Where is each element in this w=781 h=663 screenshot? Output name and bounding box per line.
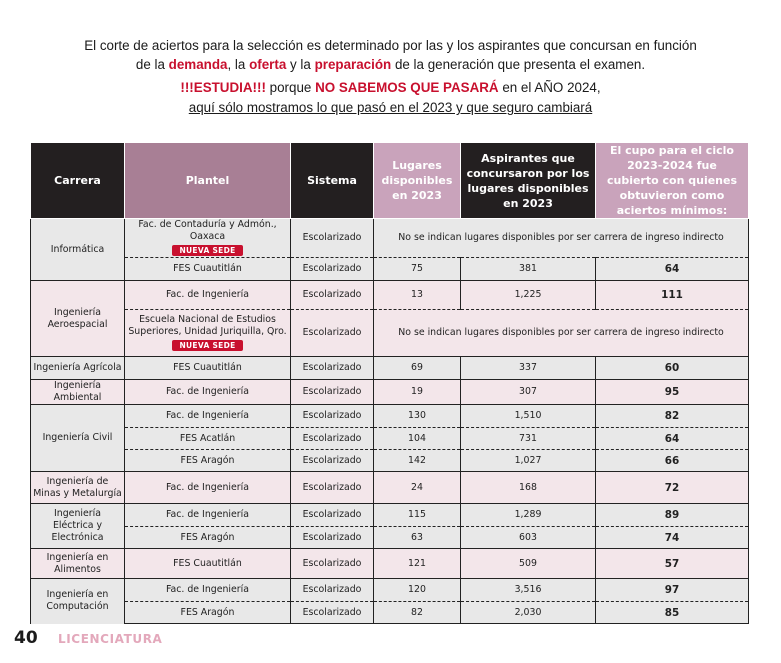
aciertos-cell: 89 xyxy=(596,504,749,527)
table-row xyxy=(31,504,749,527)
preparacion-highlight: preparación xyxy=(314,57,392,72)
lugares-cell: 120 xyxy=(374,579,461,602)
aspirantes-cell: 603 xyxy=(461,527,596,549)
header-plantel: Plantel xyxy=(125,143,291,219)
table-row xyxy=(31,357,749,380)
plantel-cell: FES Aragón xyxy=(125,450,291,472)
lugares-cell: 104 xyxy=(374,428,461,450)
header-cupo: El cupo para el ciclo 2023-2024 fue cubierto con quienes obtuvieron como aciertos mínimos: xyxy=(596,143,749,219)
lugares-cell: 130 xyxy=(374,405,461,428)
sistema-cell: Escolarizado xyxy=(291,527,374,549)
plantel-cell: FES Aragón xyxy=(125,602,291,624)
intro-text xyxy=(0,36,781,74)
table-row xyxy=(31,281,749,310)
table-row xyxy=(31,380,749,405)
lugares-cell: 142 xyxy=(374,450,461,472)
aciertos-cell: 64 xyxy=(596,258,749,281)
lugares-cell: 13 xyxy=(374,281,461,310)
lugares-cell: 69 xyxy=(374,357,461,380)
aciertos-cell: 74 xyxy=(596,527,749,549)
aspirantes-cell: 731 xyxy=(461,428,596,450)
aspirantes-cell: 168 xyxy=(461,472,596,504)
no-sabemos-highlight: NO SABEMOS QUE PASARÁ xyxy=(315,80,499,95)
estudia-highlight: !!!ESTUDIA!!! xyxy=(180,80,266,95)
carrera-cell: Ingeniería Eléctrica y Electrónica xyxy=(31,504,125,549)
lugares-cell: 121 xyxy=(374,549,461,579)
plantel-cell: Fac. de Ingeniería xyxy=(125,380,291,405)
carrera-cell: Ingeniería en Computación xyxy=(31,579,125,624)
lugares-cell: 115 xyxy=(374,504,461,527)
lugares-cell: 24 xyxy=(374,472,461,504)
plantel-cell: FES Cuautitlán xyxy=(125,549,291,579)
aciertos-cell: 111 xyxy=(596,281,749,310)
table-row xyxy=(31,258,749,281)
callout-line-1: !!!ESTUDIA!!! porque NO SABEMOS QUE PASARÁ en el AÑO 2024, xyxy=(180,80,601,95)
plantel-cell: Fac. de Contaduría y Admón., Oaxaca NUEVA SEDE xyxy=(125,219,291,258)
sistema-cell: Escolarizado xyxy=(291,549,374,579)
table-row xyxy=(31,472,749,504)
carrera-cell: Ingeniería en Alimentos xyxy=(31,549,125,579)
table-row xyxy=(31,450,749,472)
header-aspirantes: Aspirantes que concursaron por los lugares disponibles en 2023 xyxy=(461,143,596,219)
carrera-cell: Ingeniería Aeroespacial xyxy=(31,281,125,357)
aciertos-cell: 57 xyxy=(596,549,749,579)
plantel-cell: Fac. de Ingeniería xyxy=(125,579,291,602)
plantel-cell: FES Cuautitlán xyxy=(125,357,291,380)
sistema-cell: Escolarizado xyxy=(291,405,374,428)
intro-line-1: El corte de aciertos para la selección es determinado por las y los aspirantes que concursan en función xyxy=(84,38,697,53)
plantel-cell: FES Aragón xyxy=(125,527,291,549)
lugares-cell: 19 xyxy=(374,380,461,405)
aspirantes-cell: 2,030 xyxy=(461,602,596,624)
aciertos-cell: 85 xyxy=(596,602,749,624)
nueva-sede-badge: NUEVA SEDE xyxy=(172,340,242,351)
plantel-cell: Fac. de Ingeniería xyxy=(125,405,291,428)
aspirantes-cell: 337 xyxy=(461,357,596,380)
study-callout xyxy=(0,78,781,118)
table-row xyxy=(31,219,749,258)
sistema-cell: Escolarizado xyxy=(291,281,374,310)
carrera-cell: Ingeniería Agrícola xyxy=(31,357,125,380)
sistema-cell: Escolarizado xyxy=(291,428,374,450)
header-lugares: Lugares disponibles en 2023 xyxy=(374,143,461,219)
table-row xyxy=(31,405,749,428)
header-carrera: Carrera xyxy=(31,143,125,219)
aspirantes-cell: 509 xyxy=(461,549,596,579)
aspirantes-cell: 1,510 xyxy=(461,405,596,428)
plantel-cell: FES Cuautitlán xyxy=(125,258,291,281)
intro-line-2: de la demanda, la oferta y la preparación de la generación que presenta el examen. xyxy=(135,57,646,72)
carrera-cell: Ingeniería Civil xyxy=(31,405,125,472)
lugares-cell: 75 xyxy=(374,258,461,281)
aspirantes-cell: 381 xyxy=(461,258,596,281)
table-row xyxy=(31,428,749,450)
table-row xyxy=(31,527,749,549)
callout-line-2: aquí sólo mostramos lo que pasó en el 2023 y que seguro cambiará xyxy=(188,100,593,115)
plantel-cell: Fac. de Ingeniería xyxy=(125,281,291,310)
sistema-cell: Escolarizado xyxy=(291,380,374,405)
carrera-cell: Ingeniería de Minas y Metalurgía xyxy=(31,472,125,504)
lugares-cell: 63 xyxy=(374,527,461,549)
indirect-note-cell: No se indican lugares disponibles por ser carrera de ingreso indirecto xyxy=(374,219,749,258)
aciertos-cell: 60 xyxy=(596,357,749,380)
indirect-note-cell: No se indican lugares disponibles por ser carrera de ingreso indirecto xyxy=(374,310,749,357)
sistema-cell: Escolarizado xyxy=(291,310,374,357)
sistema-cell: Escolarizado xyxy=(291,219,374,258)
table-row xyxy=(31,579,749,602)
admissions-table xyxy=(30,142,749,624)
lugares-cell: 82 xyxy=(374,602,461,624)
sistema-cell: Escolarizado xyxy=(291,450,374,472)
sistema-cell: Escolarizado xyxy=(291,357,374,380)
aciertos-cell: 97 xyxy=(596,579,749,602)
aciertos-cell: 82 xyxy=(596,405,749,428)
aspirantes-cell: 1,225 xyxy=(461,281,596,310)
demanda-highlight: demanda xyxy=(168,57,228,72)
sistema-cell: Escolarizado xyxy=(291,602,374,624)
plantel-cell: Escuela Nacional de Estudios Superiores, Unidad Juriquilla, Qro. NUEVA SEDE xyxy=(125,310,291,357)
table-row xyxy=(31,602,749,624)
aciertos-cell: 66 xyxy=(596,450,749,472)
carrera-cell: Informática xyxy=(31,219,125,281)
aspirantes-cell: 1,289 xyxy=(461,504,596,527)
sistema-cell: Escolarizado xyxy=(291,258,374,281)
sistema-cell: Escolarizado xyxy=(291,472,374,504)
section-label: LICENCIATURA xyxy=(58,632,163,646)
sistema-cell: Escolarizado xyxy=(291,579,374,602)
table-row xyxy=(31,310,749,357)
table-header-row xyxy=(31,143,749,219)
aciertos-cell: 72 xyxy=(596,472,749,504)
plantel-cell: Fac. de Ingeniería xyxy=(125,472,291,504)
aciertos-cell: 95 xyxy=(596,380,749,405)
aciertos-cell: 64 xyxy=(596,428,749,450)
aspirantes-cell: 307 xyxy=(461,380,596,405)
table-row xyxy=(31,549,749,579)
plantel-cell: FES Acatlán xyxy=(125,428,291,450)
header-sistema: Sistema xyxy=(291,143,374,219)
carrera-cell: Ingeniería Ambiental xyxy=(31,380,125,405)
page-number: 40 xyxy=(14,628,38,648)
nueva-sede-badge: NUEVA SEDE xyxy=(172,245,242,256)
aspirantes-cell: 3,516 xyxy=(461,579,596,602)
sistema-cell: Escolarizado xyxy=(291,504,374,527)
aspirantes-cell: 1,027 xyxy=(461,450,596,472)
plantel-cell: Fac. de Ingeniería xyxy=(125,504,291,527)
oferta-highlight: oferta xyxy=(249,57,287,72)
